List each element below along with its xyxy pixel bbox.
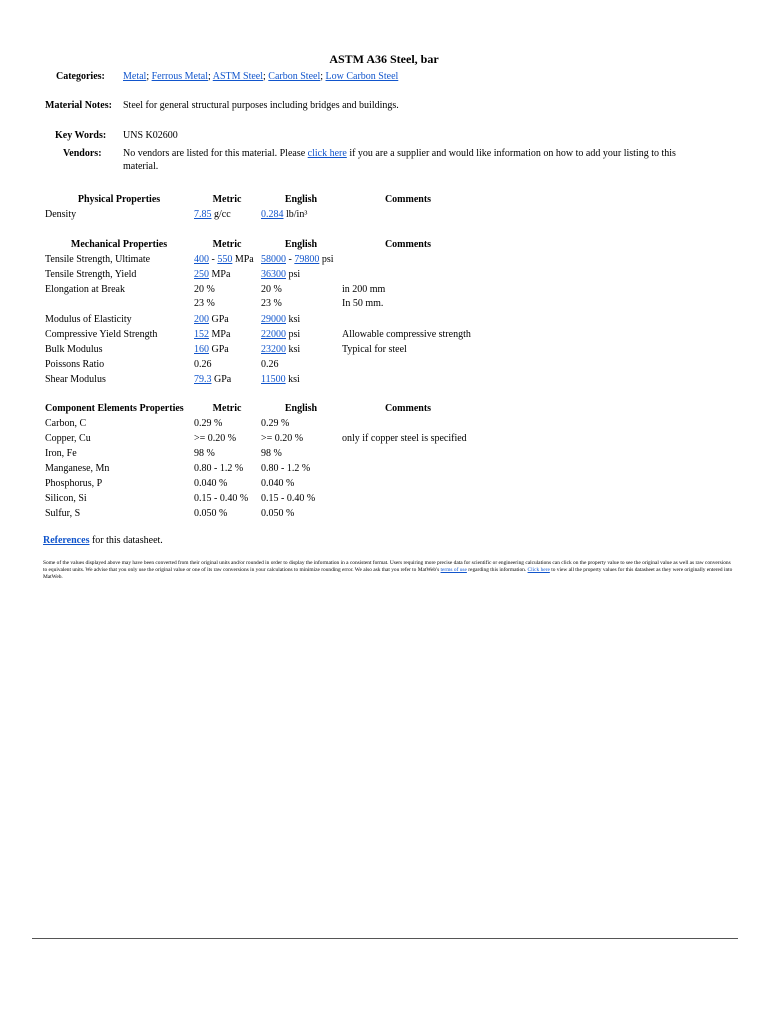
metric-value: 160 GPa [194, 344, 229, 355]
metric-heading: Metric [212, 403, 242, 414]
category-link-carbon-steel[interactable]: Carbon Steel [268, 71, 321, 82]
physical-header-row [0, 194, 768, 208]
table-row [0, 269, 768, 283]
key-words-label: Key Words: [55, 130, 107, 141]
metric-value-link[interactable]: 250 [194, 269, 209, 280]
english-value: 0.29 % [261, 418, 290, 429]
physical-properties-heading: Physical Properties [77, 194, 161, 205]
metric-value-link[interactable]: 7.85 [194, 209, 212, 220]
table-row [0, 254, 768, 268]
metric-value: 7.85 g/cc [194, 209, 231, 220]
metric-value: 152 MPa [194, 329, 231, 340]
comment-text: In 50 mm. [342, 298, 384, 309]
english-value: 11500 ksi [261, 374, 300, 385]
metric-value: 0.050 % [194, 508, 228, 519]
english-value: 23 % [261, 298, 282, 309]
english-value-link[interactable]: 29000 [261, 314, 286, 325]
english-value: 0.284 lb/in³ [261, 209, 308, 220]
table-row [0, 209, 768, 223]
table-row [0, 284, 768, 298]
property-name: Manganese, Mn [45, 463, 110, 474]
metric-value: 250 MPa [194, 269, 231, 280]
metric-value-link[interactable]: 79.3 [194, 374, 212, 385]
property-name: Bulk Modulus [45, 344, 103, 355]
metric-value: 79.3 GPa [194, 374, 232, 385]
key-words-text: UNS K02600 [123, 130, 178, 141]
english-value: 36300 psi [261, 269, 301, 280]
property-name: Density [45, 209, 77, 220]
category-link-astm-steel[interactable]: ASTM Steel [212, 71, 264, 82]
english-heading: English [284, 239, 318, 250]
comment-text: only if copper steel is specified [342, 433, 467, 444]
page-divider [32, 938, 738, 939]
english-value: 0.040 % [261, 478, 295, 489]
property-name: Tensile Strength, Yield [45, 269, 137, 280]
component-header-row [0, 403, 768, 417]
metric-value: 0.040 % [194, 478, 228, 489]
references-link[interactable]: References [43, 535, 90, 546]
category-link-low-carbon-steel[interactable]: Low Carbon Steel [325, 71, 399, 82]
property-name: Elongation at Break [45, 284, 125, 295]
click-here-original-values-link[interactable]: Click here [527, 567, 550, 573]
table-row [0, 314, 768, 328]
english-value: 0.80 - 1.2 % [261, 463, 311, 474]
english-value: 29000 ksi [261, 314, 301, 325]
table-row [0, 508, 768, 522]
metric-heading: Metric [212, 239, 242, 250]
comment-text: Allowable compressive strength [342, 329, 471, 340]
property-name: Modulus of Elasticity [45, 314, 132, 325]
english-value-link-2[interactable]: 79800 [294, 254, 320, 265]
disclaimer-footnote: Some of the values displayed above may have been converted from their original units and/or rounded in order to display the information in a consistent format. Users requiring more precise data for scientific or engineering calculations can click on the property value to see the original value as well as raw conversions to equivalent units. We advise that you only use the original value or one of its raw conversions in your calculations to minimize rounding error. We also ask that you refer to MatWeb's terms of use regarding this information. Click here to view all the property values for this datasheet as they were originally entered into MatWeb. [43, 560, 733, 580]
metric-value: 400 - 550 MPa [194, 254, 254, 265]
component-elements-heading: Component Elements Properties [45, 403, 184, 414]
vendors-click-here-link[interactable]: click here [307, 148, 347, 159]
english-value: 23200 ksi [261, 344, 301, 355]
english-value-link[interactable]: 23200 [261, 344, 286, 355]
english-value: 22000 psi [261, 329, 301, 340]
mechanical-header-row [0, 239, 768, 253]
vendors-text-line2: material. [123, 161, 159, 172]
material-notes-label: Material Notes: [45, 100, 112, 111]
table-row [0, 344, 768, 358]
english-value: 98 % [261, 448, 282, 459]
property-name: Iron, Fe [45, 448, 77, 459]
english-value: 58000 - 79800 psi [261, 254, 334, 265]
metric-value-link[interactable]: 160 [194, 344, 209, 355]
table-row [0, 478, 768, 492]
metric-value: 0.15 - 0.40 % [194, 493, 249, 504]
metric-value: 20 % [194, 284, 215, 295]
vendors-label: Vendors: [63, 148, 102, 159]
metric-value-link[interactable]: 152 [194, 329, 209, 340]
property-name: Carbon, C [45, 418, 87, 429]
metric-value: 0.29 % [194, 418, 223, 429]
metric-value-link[interactable]: 200 [194, 314, 209, 325]
comment-text: Typical for steel [342, 344, 407, 355]
english-value: 0.26 [261, 359, 279, 370]
property-name: Sulfur, S [45, 508, 81, 519]
categories-links: Metal; Ferrous Metal; ASTM Steel; Carbon Steel; Low Carbon Steel [123, 71, 399, 82]
references-line: References for this datasheet. [43, 535, 163, 546]
comments-heading: Comments [384, 403, 432, 414]
metric-value: 0.80 - 1.2 % [194, 463, 244, 474]
english-value-link[interactable]: 0.284 [261, 209, 284, 220]
table-row [0, 418, 768, 432]
property-name: Copper, Cu [45, 433, 91, 444]
vendors-text-line1: No vendors are listed for this material. Please click here if you are a supplier and would like information on how to add your listing to this [123, 148, 676, 159]
table-row [0, 374, 768, 388]
english-value: 20 % [261, 284, 282, 295]
category-link-metal[interactable]: Metal [123, 71, 147, 82]
table-row [0, 463, 768, 477]
metric-value: 23 % [194, 298, 215, 309]
table-row [0, 329, 768, 343]
english-value: >= 0.20 % [261, 433, 304, 444]
english-heading: English [284, 403, 318, 414]
english-value-link[interactable]: 36300 [261, 269, 286, 280]
english-heading: English [284, 194, 318, 205]
mechanical-properties-heading: Mechanical Properties [70, 239, 168, 250]
table-row [0, 359, 768, 373]
table-row [0, 448, 768, 462]
property-name: Phosphorus, P [45, 478, 103, 489]
category-link-ferrous-metal[interactable]: Ferrous Metal [151, 71, 208, 82]
table-row [0, 493, 768, 507]
english-value-link[interactable]: 11500 [261, 374, 286, 385]
comments-heading: Comments [384, 194, 432, 205]
metric-heading: Metric [212, 194, 242, 205]
english-value-link[interactable]: 58000 [261, 254, 286, 265]
english-value: 0.050 % [261, 508, 295, 519]
metric-value: 0.26 [194, 359, 212, 370]
english-value: 0.15 - 0.40 % [261, 493, 316, 504]
property-name: Silicon, Si [45, 493, 87, 504]
table-row [0, 298, 768, 312]
property-name: Poissons Ratio [45, 359, 105, 370]
metric-value: 200 GPa [194, 314, 229, 325]
property-name: Shear Modulus [45, 374, 106, 385]
comment-text: in 200 mm [342, 284, 386, 295]
english-value-link[interactable]: 22000 [261, 329, 286, 340]
datasheet-title: ASTM A36 Steel, bar [329, 52, 439, 66]
metric-value-link[interactable]: 400 [194, 254, 209, 265]
metric-value: 98 % [194, 448, 215, 459]
terms-of-use-link[interactable]: terms of use [440, 567, 467, 573]
table-row [0, 433, 768, 447]
material-notes-text: Steel for general structural purposes including bridges and buildings. [123, 100, 399, 111]
categories-label: Categories: [56, 71, 105, 82]
property-name: Compressive Yield Strength [45, 329, 158, 340]
comments-heading: Comments [384, 239, 432, 250]
metric-value: >= 0.20 % [194, 433, 237, 444]
property-name: Tensile Strength, Ultimate [45, 254, 151, 265]
metric-value-link-2[interactable]: 550 [217, 254, 233, 265]
